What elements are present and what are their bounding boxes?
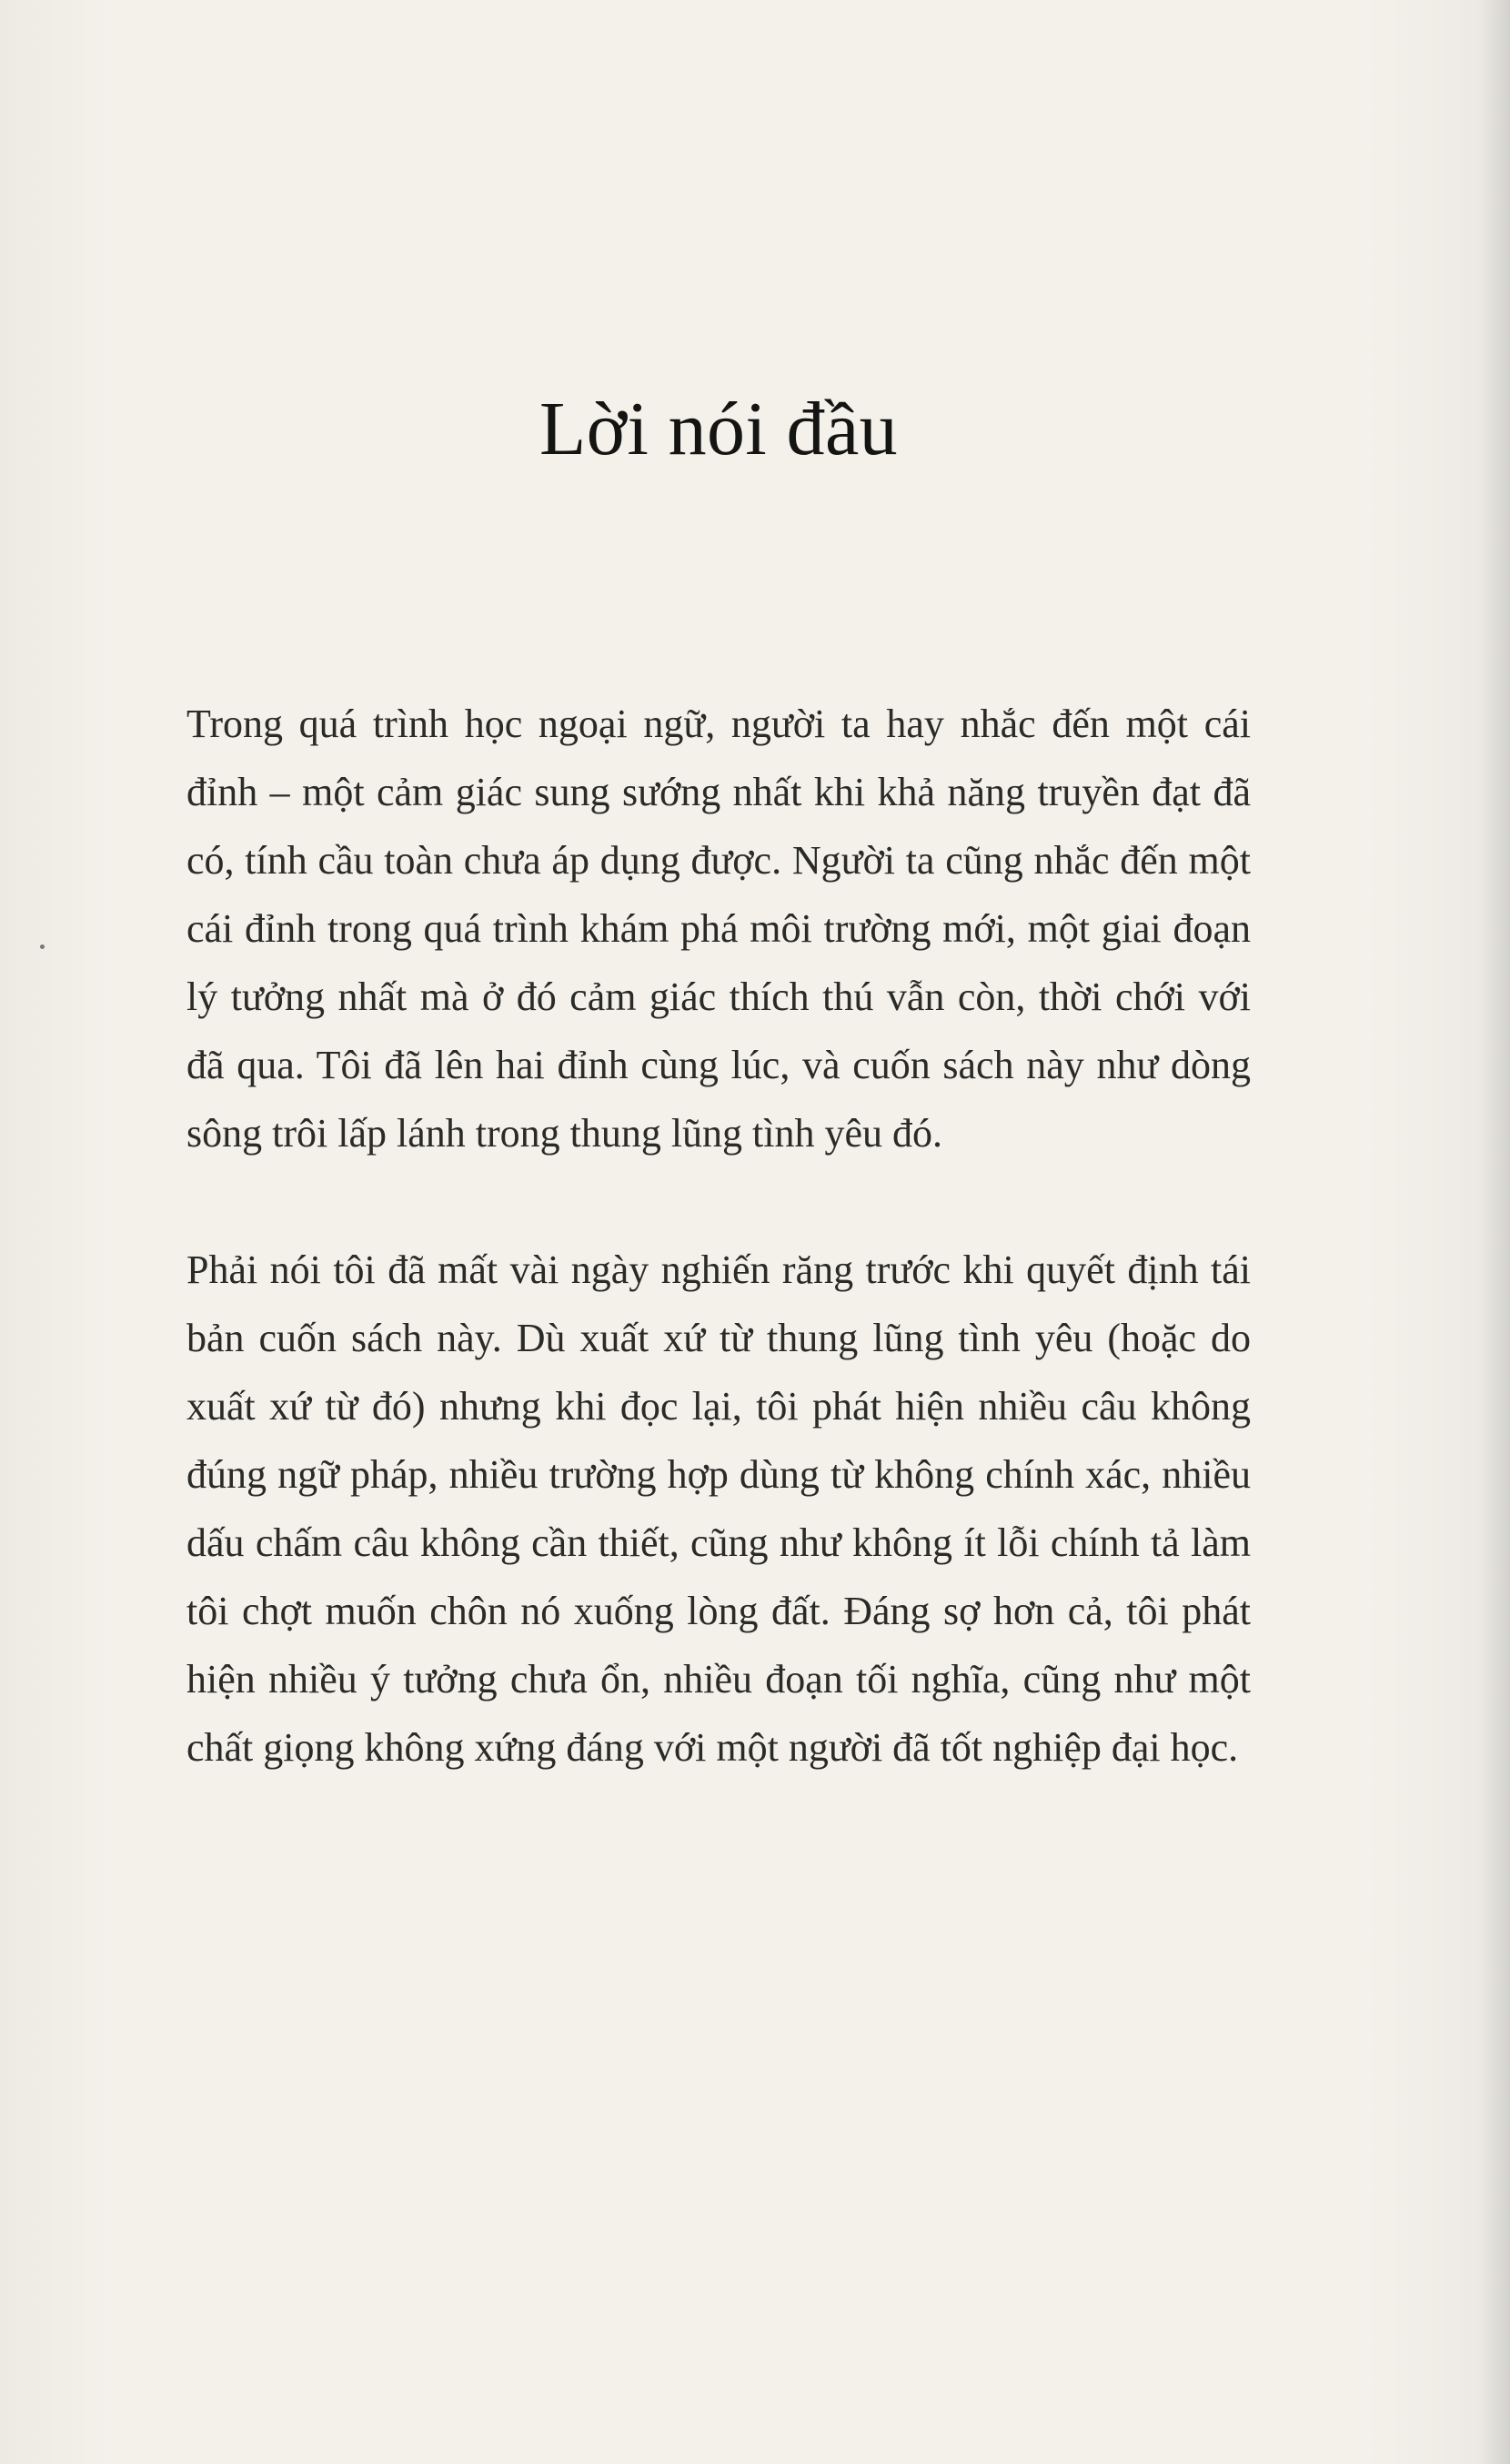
- page-edge-shadow: [1479, 0, 1510, 2464]
- paragraph-2: Phải nói tôi đã mất vài ngày nghiến răng trước khi quyết định tái bản cuốn sách này. Dù xuất xứ từ thung lũng tình yêu (hoặc do xuất xứ từ đó) nhưng khi đọc lại, tôi phát hiện nhiều câu không đúng ngữ pháp, nhiều trường hợp dùng từ không chính xác, nhiều dấu chấm câu không cần thiết, cũng như không ít lỗi chính tả làm tôi chợt muốn chôn nó xuống lòng đất. Đáng sợ hơn cả, tôi phát hiện nhiều ý tưởng chưa ổn, nhiều đoạn tối nghĩa, cũng như một chất giọng không xứng đáng với một người đã tốt nghiệp đại học.: [186, 1247, 1251, 1770]
- paper-speck: [40, 944, 45, 949]
- preface-content: [186, 387, 1251, 1782]
- paragraph-1: Trong quá trình học ngoại ngữ, người ta hay nhắc đến một cái đỉnh – một cảm giác sung sướng nhất khi khả năng truyền đạt đã có, tính cầu toàn chưa áp dụng được. Người ta cũng nhắc đến một cái đỉnh trong quá trình khám phá môi trường mới, một giai đoạn lý tưởng nhất mà ở đó cảm giác thích thú vẫn còn, thời chới với đã qua. Tôi đã lên hai đỉnh cùng lúc, và cuốn sách này như dòng sông trôi lấp lánh trong thung lũng tình yêu đó.: [186, 702, 1251, 1156]
- page-title: Lời nói đầu: [539, 387, 899, 471]
